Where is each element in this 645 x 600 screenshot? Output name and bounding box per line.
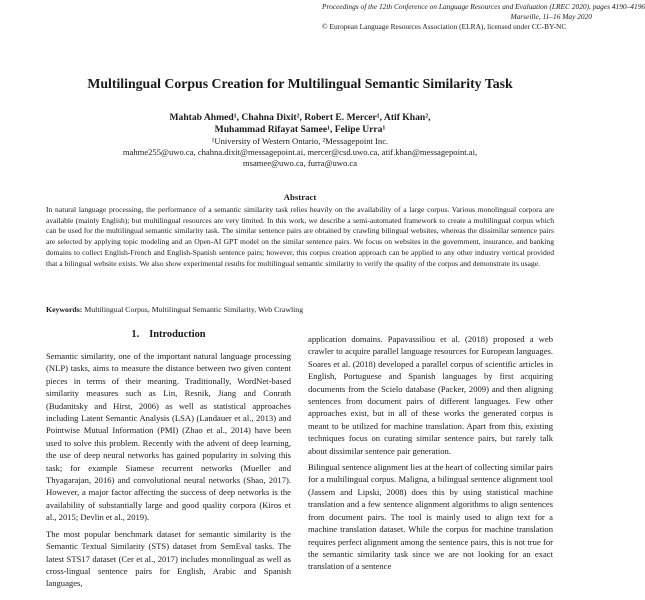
abstract-heading: Abstract	[283, 192, 317, 202]
abstract-text: In natural language processing, the performance of a semantic similarity task relies heavily on the availability of a large corpus. Various monolingual corpora are available (mainly English); but multilingual resources are very limited. In this work, we describe a semi-automated framework to create a multilingual corpus which can be used for the multilingual semantic similarity task. The similar sentence pairs are obtained by crawling bilingual websites, whereas the dissimilar sentence pairs are selected by applying topic modeling and an Open-AI GPT model on the similar sentence pairs. We focus on websites in the government, insurance, and banking domains to collect English-French and English-Spanish sentence pairs; however, this corpus creation approach can be applied to any other industry vertical provided that a bilingual website exists. We also show experimental results for multilingual semantic similarity to verify the quality of the corpus and demonstrate its usage.	[46, 205, 554, 268]
author-names-line-1: Mahtab Ahmed¹, Chahna Dixit², Robert E. Mercer¹, Atif Khan²,	[169, 112, 431, 123]
section-heading-introduction	[46, 328, 291, 342]
header-proceedings-line: Proceedings of the 12th Conference on Language Resources and Evaluation (LREC 2020), pages 4190–4196	[322, 2, 645, 11]
keywords-line	[46, 305, 554, 314]
author-block	[0, 112, 600, 169]
header-license-line: © European Language Resources Association (ELRA), licensed under CC-BY-NC	[322, 22, 567, 32]
affiliations: ¹University of Western Ontario, ²Messagepoint Inc.	[211, 136, 389, 146]
section-number: 1.	[131, 329, 140, 340]
right-paragraph-1: application domains. Papavassiliou et al. (2018) proposed a web crawler to acquire parallel language resources for European languages. Soares et al. (2018) developed a parallel corpus of scientific articles in English, Portuguese and Spanish languages by first acquiring documents from the Scielo database (Packer, 2009) and then aligning sentences from document pairs of different languages. Few other approaches exist, but in all of these works the generated corpus is meant to be utilized for machine translation. Apart from this, existing techniques focus on curating similar sentence pairs, but rarely talk about dissimilar sentence pair generation.	[308, 334, 553, 456]
right-column	[308, 333, 553, 577]
section-title: Introduction	[149, 329, 206, 340]
proceedings-header	[322, 2, 645, 33]
right-paragraph-2: Bilingual sentence alignment lies at the heart of collecting similar pairs for a multilingual corpus. Maligna, a bilingual sentence alignment tool (Jassem and Lipski, 2008) does this by using statistical machine translation and a few sentence alignment algorithms to align sentences from document pairs. The tool is mainly used to align text for a machine translation dataset. While the corpus for machine translation requires perfect alignment among the sentence pairs, this is not true for the semantic similarity task since we are not looking for an exact translation of a sentence	[308, 462, 553, 572]
author-names-line-2: Muhammad Rifayat Samee¹, Felipe Urra¹	[214, 124, 386, 135]
keywords-text: Multilingual Corpus, Multilingual Semantic Similarity, Web Crawling	[84, 305, 304, 314]
keywords-label: Keywords:	[46, 305, 83, 314]
emails-line-1: mahme255@uwo.ca, chahna.dixit@messagepoint.ai, mercer@csd.uwo.ca, atif.khan@messagepoint.ai,	[122, 147, 478, 157]
left-column	[46, 328, 291, 594]
paper-title: Multilingual Corpus Creation for Multilingual Semantic Similarity Task	[87, 76, 513, 91]
intro-paragraph-1: Semantic similarity, one of the important natural language processing (NLP) tasks, aims to measure the distance between two given content pieces in terms of their meaning. Traditionally, WordNet-based similarity measures such as Lin, Resnik, Jiang and Conrath (Budanitsky and Hirst, 2006) as well as statistical approaches including Latent Semantic Analysis (LSA) (Landauer et al., 2013) and Pointwise Mutual Information (PMI) (Zhao et al., 2014) have been used to solve this problem. Recently with the advent of deep learning, the use of deep neural networks has gained popularity in solving this task; for example Siamese recurrent networks (Mueller and Thyagarajan, 2016) and convolutional neural networks (Shao, 2017). However, a major factor affecting the success of deep networks is the availability of substantially large and good quality corpora (Kiros et al., 2015; Devlin et al., 2019).	[46, 351, 291, 523]
emails-line-2: msamee@uwo.ca, furra@uwo.ca	[242, 158, 358, 168]
header-location-line: Marseille, 11–16 May 2020	[510, 12, 592, 22]
intro-paragraph-2: The most popular benchmark dataset for semantic similarity is the Semantic Textual Similarity (STS) dataset from SemEval tasks. The latest STS17 dataset (Cer et al., 2017) includes monolingual as well as cross-lingual sentence pairs for English, Arabic and Spanish languages,	[46, 528, 291, 589]
